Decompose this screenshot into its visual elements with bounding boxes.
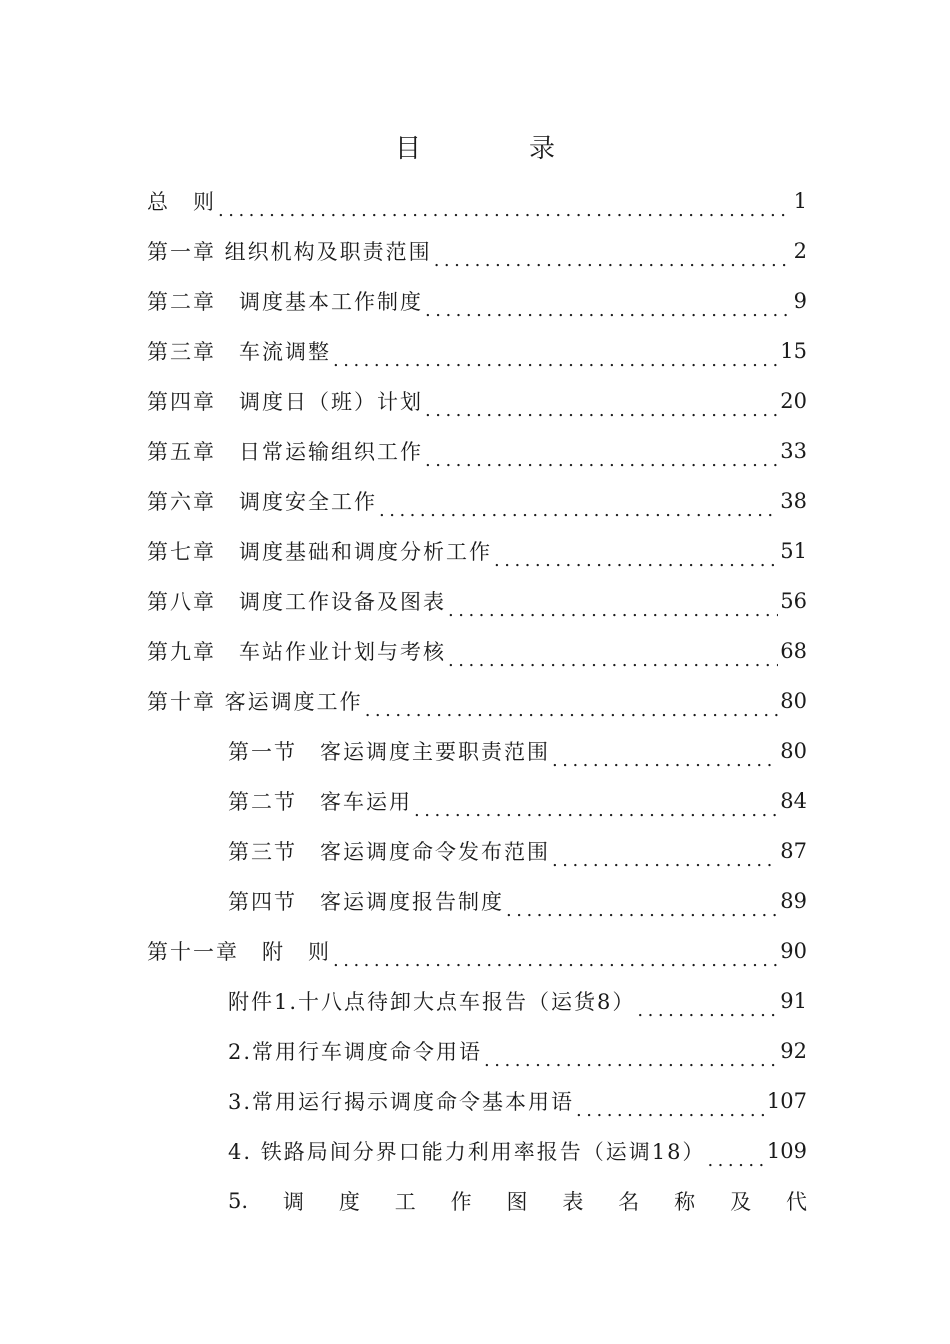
toc-entry-label: 第七章 调度基础和调度分析工作: [147, 540, 492, 564]
toc-entry-page: 15: [780, 339, 807, 363]
toc-entry[interactable]: [147, 576, 807, 626]
toc-entry-label: 附件1.十八点待卸大点车报告（运货8）: [228, 990, 636, 1014]
toc-title-char-2: 录: [529, 134, 556, 164]
toc-subentry[interactable]: [228, 1026, 807, 1076]
toc-entry-page: 92: [780, 1039, 807, 1063]
dot-leader: [379, 496, 778, 526]
toc-entry-label: 第三节 客运调度命令发布范围: [228, 840, 550, 864]
toc-entry[interactable]: [147, 626, 807, 676]
dot-leader: [365, 696, 779, 726]
dot-leader: [448, 596, 778, 626]
toc-entry-label: 第六章 调度安全工作: [147, 490, 377, 514]
toc-entry-label: 第一节 客运调度主要职责范围: [228, 740, 550, 764]
toc-subentry[interactable]: [228, 776, 807, 826]
toc-entry-page: 91: [780, 989, 807, 1013]
toc-entry[interactable]: [147, 476, 807, 526]
toc-entry[interactable]: [147, 676, 807, 726]
toc-title: [0, 128, 950, 165]
toc-partial-char: 表: [562, 1190, 584, 1214]
toc-partial-char: 代: [785, 1190, 807, 1214]
toc-entry-label: 第十章 客运调度工作: [147, 690, 363, 714]
dot-leader: [506, 896, 778, 926]
toc-entry[interactable]: [147, 926, 807, 976]
dot-leader: [425, 296, 792, 326]
toc-entry-label: 第四节 客运调度报告制度: [228, 890, 504, 914]
toc-entry[interactable]: [147, 526, 807, 576]
toc-partial-char: 调: [282, 1190, 304, 1214]
toc-entry-page: 89: [780, 889, 807, 913]
toc-entry-label: 第十一章 附 则: [147, 940, 331, 964]
toc-entry-label: 第三章 车流调整: [147, 340, 331, 364]
toc-entry-label: 第五章 日常运输组织工作: [147, 440, 423, 464]
toc-partial-char: 5.: [228, 1189, 249, 1213]
dot-leader: [425, 396, 778, 426]
toc-entry-page: 109: [766, 1139, 807, 1163]
toc-entry[interactable]: [147, 326, 807, 376]
toc-subentry[interactable]: [228, 726, 807, 776]
toc-entry-page: 90: [780, 939, 807, 963]
dot-leader: [425, 446, 778, 476]
toc-entry-page: 38: [780, 489, 807, 513]
dot-leader: [448, 646, 778, 676]
toc-entry-label: 第一章 组织机构及职责范围: [147, 240, 432, 264]
dot-leader: [494, 546, 778, 576]
toc-entry-page: 68: [780, 639, 807, 663]
toc-entry-page: 107: [766, 1089, 807, 1113]
toc-entry-label: 2.常用行车调度命令用语: [228, 1040, 483, 1064]
toc-entry-page: 80: [780, 689, 807, 713]
dot-leader: [414, 796, 778, 826]
toc-subentry[interactable]: [228, 876, 807, 926]
dot-leader: [576, 1096, 765, 1126]
dot-leader: [484, 1046, 778, 1076]
toc-entry-label: 3.常用运行揭示调度命令基本用语: [228, 1090, 575, 1114]
toc-subentry-partial[interactable]: [228, 1176, 807, 1226]
toc-entry[interactable]: [147, 376, 807, 426]
toc-subentry[interactable]: [228, 826, 807, 876]
toc-partial-char: 称: [674, 1190, 696, 1214]
dot-leader: [333, 346, 778, 376]
toc-partial-char: 度: [338, 1190, 360, 1214]
toc-entry[interactable]: [147, 276, 807, 326]
toc-subentry[interactable]: [228, 976, 807, 1026]
toc-entry[interactable]: [147, 226, 807, 276]
toc-entry[interactable]: [147, 426, 807, 476]
toc-entry-label: 第二章 调度基本工作制度: [147, 290, 423, 314]
dot-leader: [434, 246, 792, 276]
toc-entry-label: 第九章 车站作业计划与考核: [147, 640, 446, 664]
toc-entry[interactable]: [147, 176, 807, 226]
dot-leader: [552, 846, 778, 876]
toc-entry-label: 第四章 调度日（班）计划: [147, 390, 423, 414]
toc-entry-label: 第二节 客车运用: [228, 790, 412, 814]
toc-entry-page: 87: [780, 839, 807, 863]
toc-partial-char: 工: [394, 1190, 416, 1214]
toc-entry-page: 20: [780, 389, 807, 413]
toc-title-char-1: 目: [394, 134, 421, 164]
toc-entry-page: 56: [780, 589, 807, 613]
dot-leader: [333, 946, 778, 976]
dot-leader: [707, 1146, 764, 1176]
toc-partial-char: 及: [730, 1190, 752, 1214]
dot-leader: [637, 996, 778, 1026]
toc-subentry[interactable]: [228, 1076, 807, 1126]
toc-entry-page: 51: [780, 539, 807, 563]
toc-entry-page: 9: [793, 289, 807, 313]
toc-entry-label: 总 则: [147, 190, 216, 214]
dot-leader: [218, 196, 792, 226]
toc-partial-char: 图: [506, 1190, 528, 1214]
toc-entry-page: 80: [780, 739, 807, 763]
toc-partial-char: 作: [450, 1190, 472, 1214]
toc-entry-label: 第八章 调度工作设备及图表: [147, 590, 446, 614]
toc-partial-char: 名: [618, 1190, 640, 1214]
toc-entry-page: 1: [793, 189, 807, 213]
toc-entry-label: 4. 铁路局间分界口能力利用率报告（运调18）: [228, 1140, 706, 1164]
dot-leader: [552, 746, 778, 776]
toc-entry-page: 2: [793, 239, 807, 263]
toc-entry-page: 33: [780, 439, 807, 463]
toc-subentry[interactable]: [228, 1126, 807, 1176]
toc-entry-page: 84: [780, 789, 807, 813]
